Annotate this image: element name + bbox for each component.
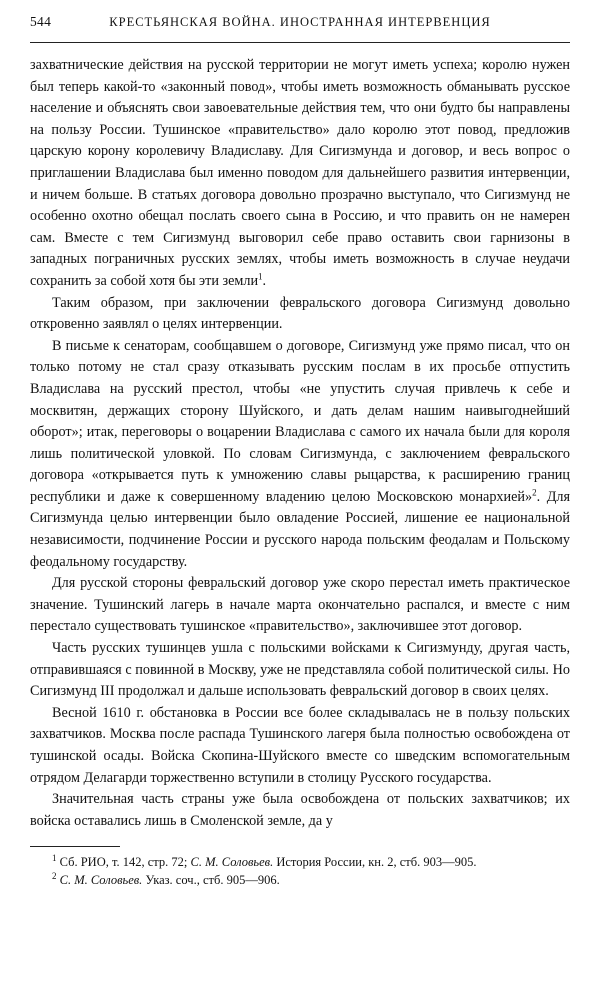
page-number: 544 [30, 14, 52, 29]
paragraph-6 [30, 703, 570, 789]
paragraph-text: Таким образом, при заключении февральского договора Сигизмунд довольно откровенно заявлял о целях интервенции. [30, 294, 570, 333]
footnote-rule [30, 846, 120, 847]
paragraph-1 [30, 55, 570, 293]
footnotes [30, 853, 570, 889]
footnote-ref-2: 2 [532, 487, 537, 498]
paragraph-2 [30, 293, 570, 336]
footnote-work: Указ. соч., стб. 905—906. [142, 873, 280, 888]
paragraph-text: Весной 1610 г. обстановка в России все более складывалась не в пользу польских захватчиков. Москва после распада Тушинского лагеря была полностью освобождена от тушинской осады. Войска Скопина-Шуйского вместе со шведским вспомогательным отрядом Делагарди торжественно вступили в столицу Русского государства. [30, 704, 570, 786]
body-text [30, 55, 570, 832]
running-head [30, 14, 570, 36]
header-rule [30, 42, 570, 43]
running-title: КРЕСТЬЯНСКАЯ ВОЙНА. ИНОСТРАННАЯ ИНТЕРВЕНЦИЯ [109, 15, 491, 29]
paragraph-3 [30, 336, 570, 574]
paragraph-4 [30, 573, 570, 638]
footnote-author: С. М. Соловьев. [59, 873, 143, 888]
footnote-1 [30, 853, 570, 871]
paragraph-text: захватнические действия на русской территории не могут иметь успеха; королю нужен был теперь какой-то «законный повод», чтобы иметь возможность обманывать русское население и объяснять свои завоевательные действия тем, что они будто бы направлены на пользу России. Тушинское «правительство» дало королю этот повод, предложив царскую корону королевичу Владиславу. Для Сигизмунда и договор, и весь вопрос о приглашении Владислава был именно поводом для дальнейшего развития интервенции, и ничем больше. В статьях договора довольно прозрачно выступало, что Сигизмунд не особенно охотно обещал послать своего сына в Россию, и что править он не намерен сам. Вместе с тем Сигизмунд выговорил себе право оставить свои гарнизоны в западных пограничных русских землях, чтобы иметь возможность в случае неудачи сохранить за собой хотя бы эти земли [30, 57, 570, 289]
footnote-ref-1: 1 [258, 271, 263, 282]
paragraph-text: В письме к сенаторам, сообщавшем о договоре, Сигизмунд уже прямо писал, что он только потому не стал сразу отказывать русским послам в их просьбе отпустить Владислава на русский престол, чтобы «не упустить случая привлечь к себе и москвитян, держащих сторону Шуйского, и дать делам нашим наивыгоднейший оборот»; итак, переговоры о воцарении Владислава с самого их начала были для короля лишь политической уловкой. По словам Сигизмунда, с заключением февральского договора «открывается путь к умножению славы рыцарства, к расширению границ республики и даже к совершенному владению целою Московскою монархией» [30, 337, 570, 505]
paragraph-5 [30, 638, 570, 703]
paragraph-text: Для русской стороны февральский договор уже скоро перестал иметь практическое значение. Тушинский лагерь в начале марта окончательно распался, и вместе с ним перестало существовать тушинское «правительство», заключившее этот договор. [30, 575, 570, 635]
paragraph-tail: . Для Сигизмунда целью интервенции было овладение Россией, лишение ее национальной независимости, подчинение России и русского народа польским феодалам и Польскому феодальному государству. [30, 488, 570, 570]
paragraph-text: Часть русских тушинцев ушла с польскими войсками к Сигизмунду, другая часть, отправившаяся с повинной в Москву, уже не представляла собой политической силы. Но Сигизмунд III продолжал и дальше использовать февральский договор в своих целях. [30, 640, 570, 700]
paragraph-text: Значительная часть страны уже была освобождена от польских захватчиков; их войска оставались лишь в Смоленской земле, да у [30, 791, 570, 829]
footnote-source: Сб. РИО, т. 142, стр. 72; [59, 855, 191, 870]
paragraph-7 [30, 789, 570, 832]
footnote-2 [30, 871, 570, 889]
footnote-author: С. М. Соловьев. [190, 855, 274, 870]
footnote-mark: 1 [52, 853, 57, 864]
footnote-work: История России, кн. 2, стб. 903—905. [273, 855, 477, 870]
footnote-mark: 2 [52, 871, 57, 882]
paragraph-tail: . [262, 272, 267, 289]
